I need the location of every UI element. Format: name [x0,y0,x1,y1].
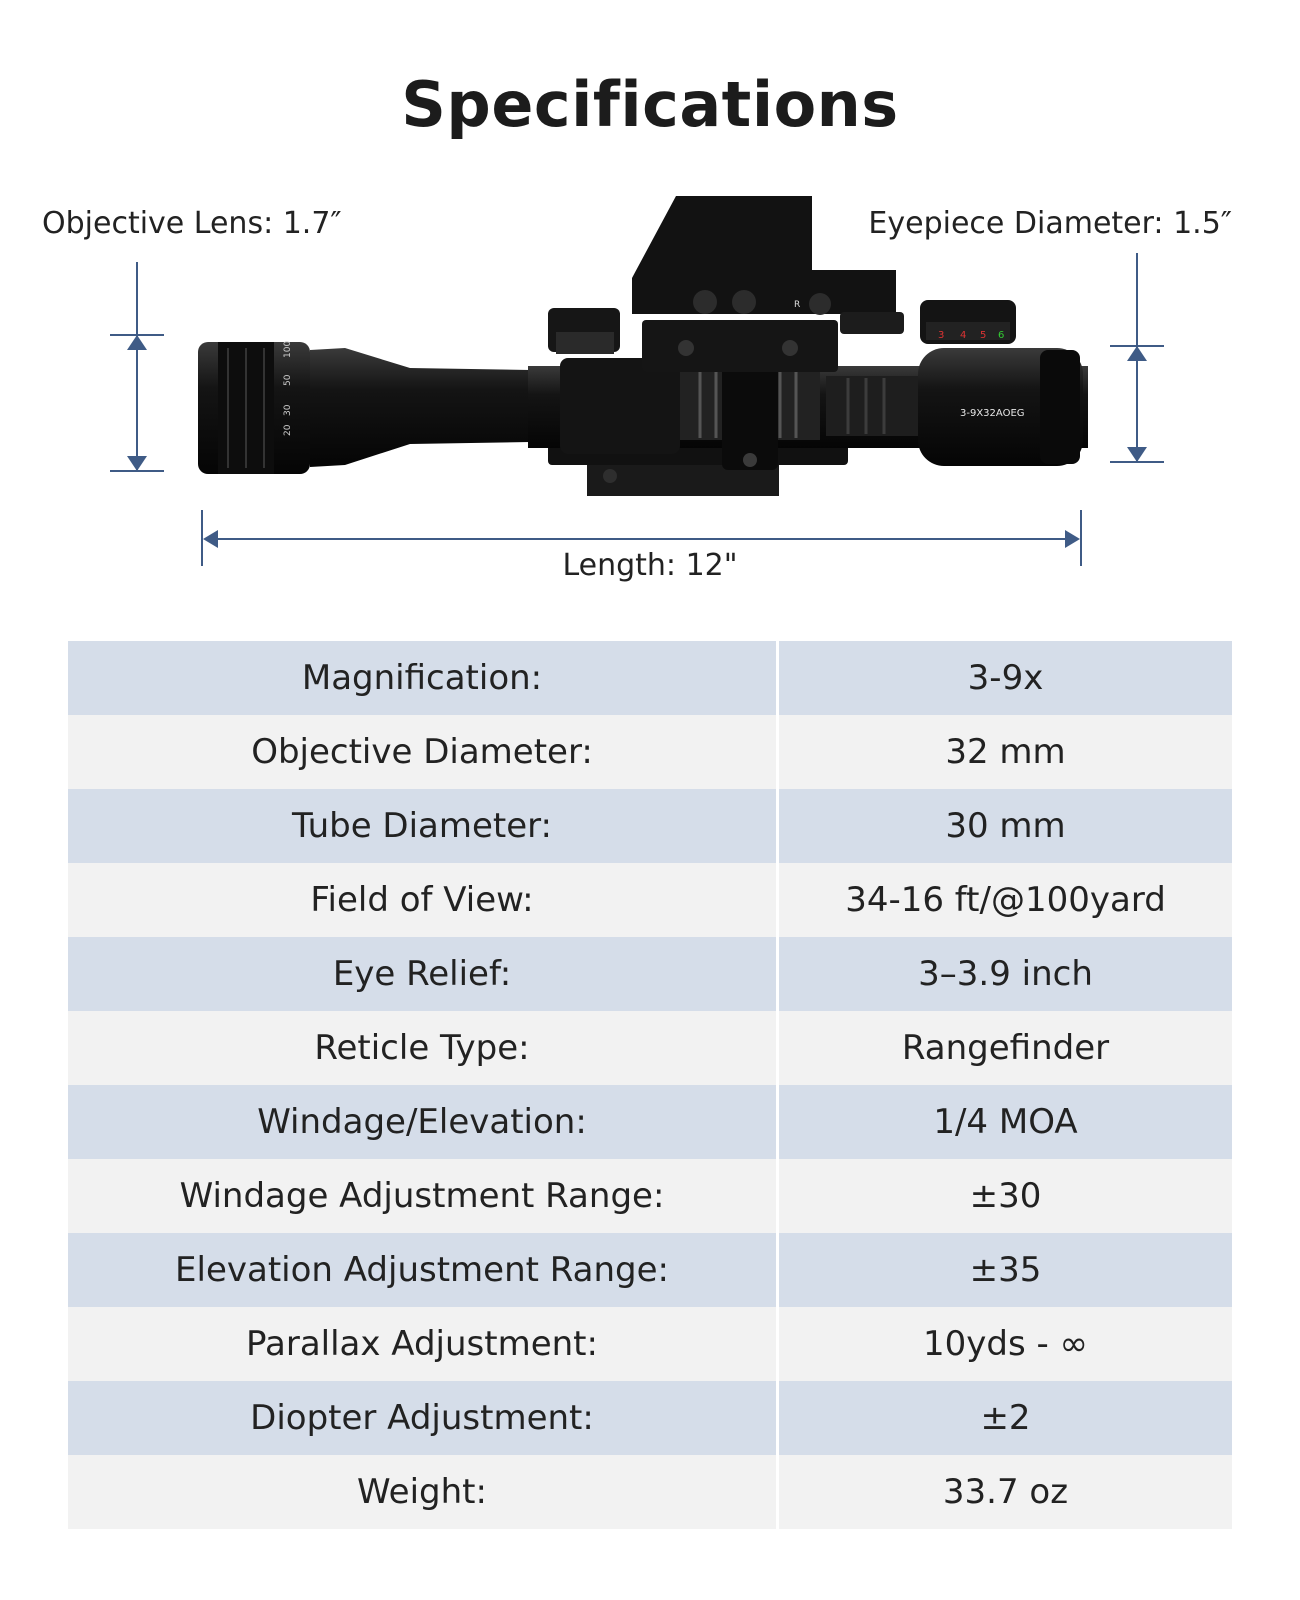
objective-dimension-marker [110,262,164,471]
illumination-mark-2: 5 [980,330,987,341]
spec-label: Parallax Adjustment: [68,1307,778,1381]
spec-value: 33.7 oz [778,1455,1233,1529]
spec-row [68,1381,1232,1455]
spec-row [68,715,1232,789]
page-title: Specifications [401,68,899,141]
spec-label: Diopter Adjustment: [68,1381,778,1455]
spec-row [68,1085,1232,1159]
spec-value: 3-9x [778,641,1233,715]
spec-row [68,641,1232,715]
spec-row [68,1159,1232,1233]
spec-value: 34-16 ft/@100yard [778,863,1233,937]
illumination-mark-1: 4 [960,330,967,341]
spec-label: Windage Adjustment Range: [68,1159,778,1233]
spec-value: 3–3.9 inch [778,937,1233,1011]
spec-label: Objective Diameter: [68,715,778,789]
spec-label: Eye Relief: [68,937,778,1011]
spec-row [68,863,1232,937]
parallax-mark-2: 30 [283,404,293,416]
spec-label: Windage/Elevation: [68,1085,778,1159]
spec-value: 32 mm [778,715,1233,789]
rifle-scope [198,196,1088,496]
reflex-knob-mark: R [794,300,801,310]
illumination-mark-0: 3 [938,330,945,341]
spec-value: Rangefinder [778,1011,1233,1085]
objective-lens-label: Objective Lens: 1.7″ [42,206,342,241]
spec-label: Magnification: [68,641,778,715]
spec-value: ±35 [778,1233,1233,1307]
spec-row [68,1233,1232,1307]
spec-value: ±30 [778,1159,1233,1233]
spec-label: Tube Diameter: [68,789,778,863]
spec-label: Reticle Type: [68,1011,778,1085]
spec-row [68,789,1232,863]
specifications-table [68,641,1232,1529]
length-label: Length: 12" [562,548,738,583]
parallax-mark-3: 20 [283,424,293,436]
parallax-mark-1: 50 [283,374,293,386]
spec-row [68,1455,1232,1529]
spec-label: Weight: [68,1455,778,1529]
spec-value: 30 mm [778,789,1233,863]
spec-value: 1/4 MOA [778,1085,1233,1159]
scope-diagram [0,180,1300,600]
scope-model-text: 3-9X32AOEG [960,408,1025,419]
spec-row [68,1011,1232,1085]
illumination-mark-3: 6 [998,330,1005,341]
spec-row [68,937,1232,1011]
eyepiece-dimension-marker [1110,253,1164,462]
parallax-mark-0: 100 [283,340,293,358]
spec-value: 10yds - ∞ [778,1307,1233,1381]
spec-row [68,1307,1232,1381]
spec-label: Elevation Adjustment Range: [68,1233,778,1307]
spec-label: Field of View: [68,863,778,937]
eyepiece-diameter-label: Eyepiece Diameter: 1.5″ [868,206,1232,241]
spec-value: ±2 [778,1381,1233,1455]
